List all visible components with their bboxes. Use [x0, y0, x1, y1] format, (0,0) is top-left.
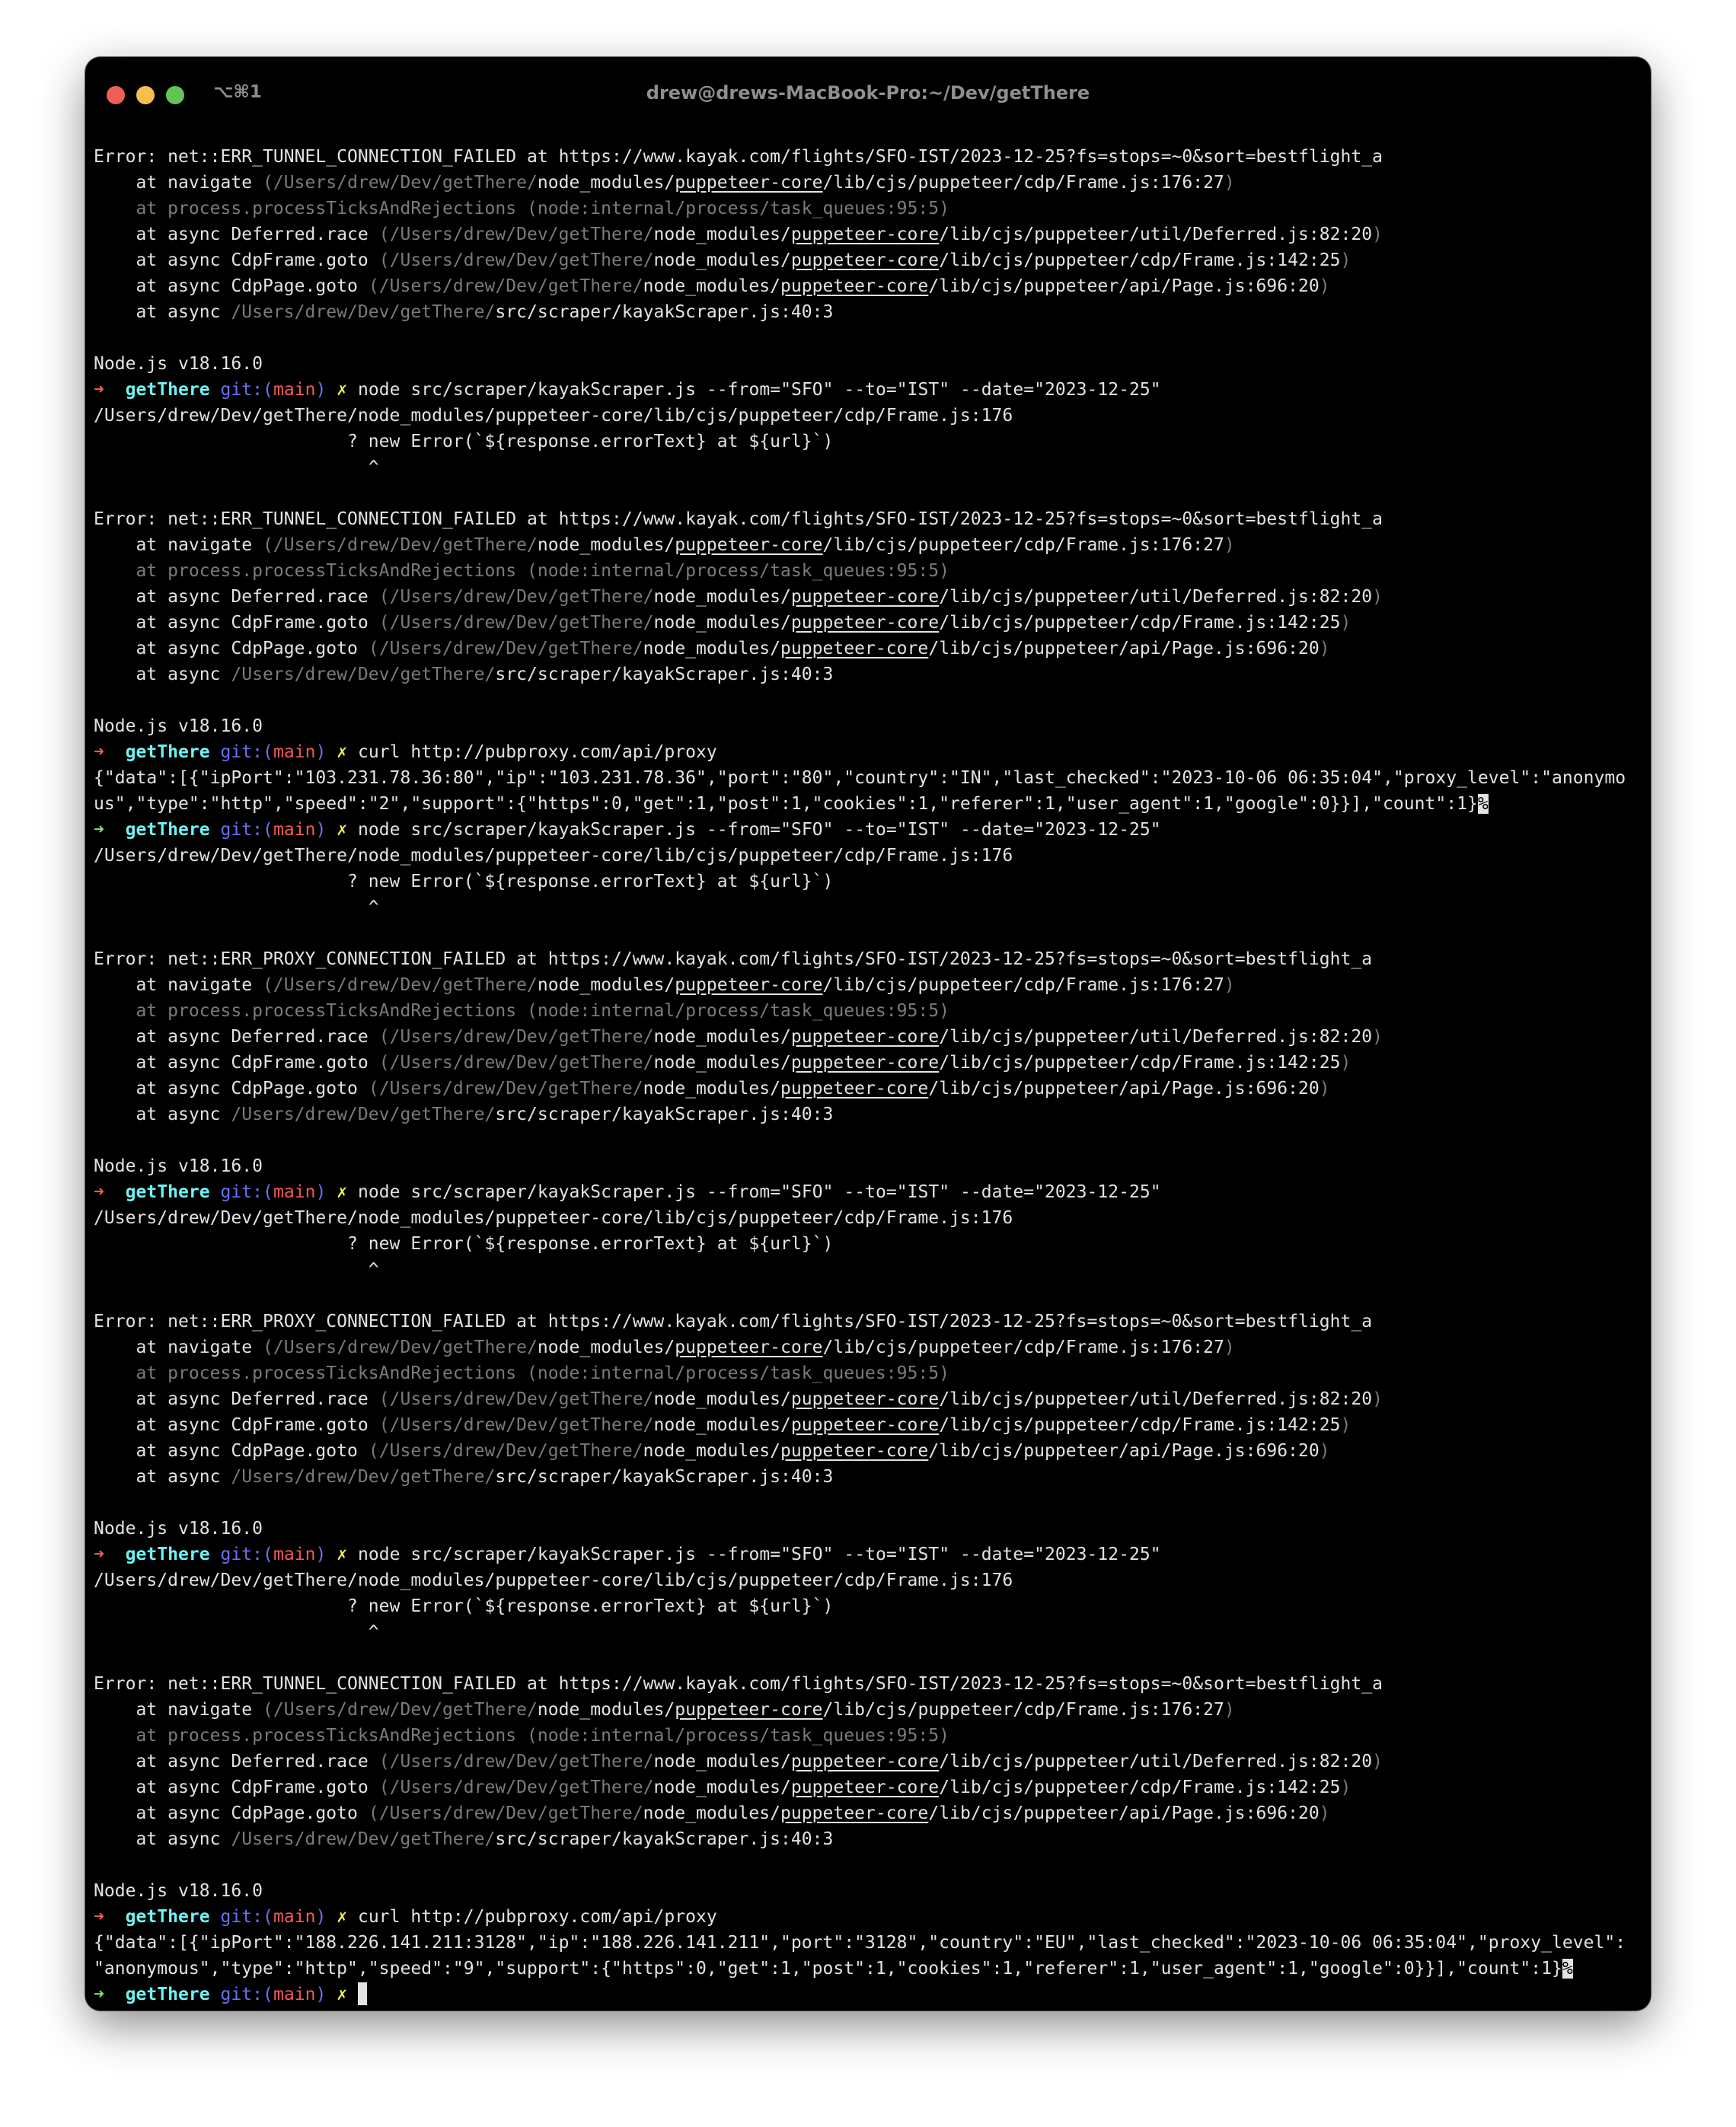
output-text: ? new Error(`${response.errorText} at ${url}`): [94, 872, 834, 891]
terminal-line: [94, 351, 1651, 377]
dim-text: (/Users/drew/Dev/getThere/: [368, 276, 643, 296]
terminal-line: [94, 1723, 1651, 1749]
output-text: /lib/cjs/puppeteer/cdp/Frame.js:176:27: [822, 173, 1224, 193]
output-text: "anonymous","type":"http","speed":"9","support":{"https":0,"get":1,"post":1,"cookies":1,"referer":1,"user_agent":1,"google":0}}],"count":1}: [94, 1959, 1562, 1979]
terminal-line: [94, 403, 1651, 429]
terminal-line: [94, 1386, 1651, 1412]
output-text: at async: [94, 665, 231, 684]
terminal-window: [85, 57, 1651, 2011]
package-link[interactable]: puppeteer-core: [790, 1778, 940, 1797]
output-text: src/scraper/kayakScraper.js:40:3: [495, 665, 834, 684]
package-link[interactable]: puppeteer-core: [780, 276, 929, 296]
dim-text: ): [1224, 173, 1235, 193]
terminal-line: [94, 1671, 1651, 1697]
prompt-arrow-error-icon: ➜: [94, 1907, 104, 1927]
package-link[interactable]: puppeteer-core: [790, 225, 940, 244]
prompt-git-label: git:(: [220, 380, 273, 400]
output-text: node src/scraper/kayakScraper.js --from="SFO" --to="IST" --date="2023-12-25": [357, 1545, 1161, 1564]
terminal-line: [94, 1593, 1651, 1619]
dim-text: ): [1340, 1053, 1351, 1073]
prompt-git-label: ): [315, 1545, 327, 1564]
package-link[interactable]: puppeteer-core: [780, 639, 929, 659]
dim-text: (/Users/drew/Dev/getThere/: [368, 1803, 643, 1823]
dim-text: ): [1224, 535, 1235, 555]
output-text: node_modules/: [537, 1338, 675, 1357]
terminal-line: [94, 1257, 1651, 1283]
output-text: /lib/cjs/puppeteer/cdp/Frame.js:176:27: [822, 535, 1224, 555]
dim-text: (/Users/drew/Dev/getThere/: [368, 639, 643, 659]
output-text: /lib/cjs/puppeteer/cdp/Frame.js:142:25: [939, 250, 1341, 270]
prompt-git-label: git:(: [220, 742, 273, 762]
terminal-cursor[interactable]: [358, 1982, 367, 2005]
terminal-line: [94, 1076, 1651, 1102]
prompt-dirty-icon: ✗: [326, 1907, 358, 1927]
prompt-git-label: ): [315, 1985, 327, 2004]
terminal-line: [94, 894, 1651, 920]
dim-text: (/Users/drew/Dev/getThere/: [378, 587, 654, 607]
prompt-branch: main: [273, 742, 316, 762]
dim-text: (/Users/drew/Dev/getThere/: [378, 1752, 654, 1771]
prompt-git-label: git:(: [220, 820, 273, 840]
terminal-line: [94, 765, 1651, 791]
output-text: /Users/drew/Dev/getThere/node_modules/puppeteer-core/lib/cjs/puppeteer/cdp/Frame.js:176: [94, 406, 1013, 426]
package-link[interactable]: puppeteer-core: [790, 1053, 940, 1073]
package-link[interactable]: puppeteer-core: [780, 1441, 929, 1461]
package-link[interactable]: puppeteer-core: [675, 975, 823, 995]
dim-text: (/Users/drew/Dev/getThere/: [263, 1700, 538, 1720]
terminal-line: [94, 1283, 1651, 1309]
dim-text: at process.processTicksAndRejections (node:internal/process/task_queues:95:5): [94, 561, 950, 581]
output-text: /lib/cjs/puppeteer/util/Deferred.js:82:20: [939, 1752, 1373, 1771]
dim-text: /Users/drew/Dev/getThere/: [231, 302, 496, 322]
output-text: curl http://pubproxy.com/api/proxy: [357, 1907, 717, 1927]
partial-line-marker: %: [1477, 794, 1489, 814]
output-text: at async: [94, 1105, 231, 1124]
output-text: node_modules/: [537, 975, 675, 995]
dim-text: (/Users/drew/Dev/getThere/: [378, 225, 654, 244]
output-text: node_modules/: [653, 1752, 791, 1771]
prompt-dirty-icon: ✗: [326, 1985, 358, 2004]
output-text: node_modules/: [653, 587, 791, 607]
package-link[interactable]: puppeteer-core: [780, 1803, 929, 1823]
terminal-line: [94, 325, 1651, 351]
output-text: curl http://pubproxy.com/api/proxy: [357, 742, 717, 762]
output-text: at navigate: [94, 975, 263, 995]
terminal-line: [94, 558, 1651, 584]
terminal-line: [94, 222, 1651, 247]
dim-text: ): [1224, 1700, 1235, 1720]
output-text: Error: net::ERR_PROXY_CONNECTION_FAILED at https://www.kayak.com/flights/SFO-IST/2023-12-25?fs=stops=~0&sort=bestflight_a: [94, 1312, 1373, 1331]
dim-text: /Users/drew/Dev/getThere/: [231, 1829, 496, 1849]
prompt-branch: main: [273, 1545, 316, 1564]
dim-text: ): [1340, 1778, 1351, 1797]
terminal-output[interactable]: [94, 144, 1651, 2007]
output-text: node_modules/: [653, 1389, 791, 1409]
output-text: /lib/cjs/puppeteer/cdp/Frame.js:176:27: [822, 1338, 1224, 1357]
dim-text: (/Users/drew/Dev/getThere/: [263, 535, 538, 555]
terminal-line: [94, 1464, 1651, 1490]
dim-text: ): [1372, 225, 1383, 244]
terminal-line: [94, 506, 1651, 532]
prompt-git-label: ): [315, 1907, 327, 1927]
terminal-line: [94, 1516, 1651, 1542]
terminal-line: [94, 610, 1651, 636]
dim-text: (/Users/drew/Dev/getThere/: [378, 1027, 654, 1047]
output-text: node src/scraper/kayakScraper.js --from="SFO" --to="IST" --date="2023-12-25": [357, 1182, 1161, 1202]
prompt-arrow-ok-icon: ➜: [94, 1985, 104, 2004]
output-text: at async CdpPage.goto: [94, 1803, 369, 1823]
terminal-line: [94, 170, 1651, 196]
dim-text: (/Users/drew/Dev/getThere/: [378, 1778, 654, 1797]
output-text: node_modules/: [653, 250, 791, 270]
prompt-git-label: ): [315, 820, 327, 840]
prompt-arrow-error-icon: ➜: [94, 1182, 104, 1202]
output-text: node_modules/: [537, 1700, 675, 1720]
prompt-dirty-icon: ✗: [326, 742, 358, 762]
tab-shortcut: ⌥⌘1: [213, 82, 262, 102]
prompt-directory: getThere: [104, 380, 221, 400]
dim-text: ): [1372, 1027, 1383, 1047]
terminal-line: [94, 1697, 1651, 1723]
prompt-directory: getThere: [104, 820, 221, 840]
output-text: /lib/cjs/puppeteer/util/Deferred.js:82:20: [939, 587, 1373, 607]
output-text: node_modules/: [653, 1053, 791, 1073]
dim-text: (/Users/drew/Dev/getThere/: [263, 173, 538, 193]
output-text: at navigate: [94, 173, 263, 193]
terminal-line: [94, 1179, 1651, 1205]
output-text: at async CdpPage.goto: [94, 276, 369, 296]
terminal-line: [94, 1024, 1651, 1050]
output-text: at async CdpFrame.goto: [94, 1778, 379, 1797]
prompt-branch: main: [273, 1985, 316, 2004]
terminal-line: [94, 584, 1651, 610]
output-text: node_modules/: [643, 1079, 781, 1099]
output-text: /lib/cjs/puppeteer/cdp/Frame.js:176:27: [822, 975, 1224, 995]
dim-text: ): [1319, 276, 1330, 296]
dim-text: (/Users/drew/Dev/getThere/: [368, 1441, 643, 1461]
terminal-line: [94, 1567, 1651, 1593]
output-text: at async: [94, 302, 231, 322]
terminal-line: [94, 1231, 1651, 1257]
window-title: drew@drews-MacBook-Pro:~/Dev/getThere: [646, 82, 1090, 104]
terminal-line: [94, 636, 1651, 662]
terminal-line: [94, 1775, 1651, 1800]
output-text: /lib/cjs/puppeteer/api/Page.js:696:20: [928, 1803, 1320, 1823]
terminal-line: [94, 739, 1651, 765]
package-link[interactable]: puppeteer-core: [790, 250, 940, 270]
output-text: /lib/cjs/puppeteer/util/Deferred.js:82:20: [939, 1027, 1373, 1047]
output-text: Node.js v18.16.0: [94, 716, 263, 736]
output-text: at async Deferred.race: [94, 587, 379, 607]
dim-text: (/Users/drew/Dev/getThere/: [378, 250, 654, 270]
output-text: at async CdpPage.goto: [94, 639, 369, 659]
output-text: at async: [94, 1467, 231, 1487]
prompt-git-label: ): [315, 380, 327, 400]
dim-text: /Users/drew/Dev/getThere/: [231, 1105, 496, 1124]
output-text: /Users/drew/Dev/getThere/node_modules/puppeteer-core/lib/cjs/puppeteer/cdp/Frame.js:176: [94, 1571, 1013, 1590]
output-text: node_modules/: [643, 1441, 781, 1461]
prompt-dirty-icon: ✗: [326, 1545, 358, 1564]
output-text: Error: net::ERR_TUNNEL_CONNECTION_FAILED at https://www.kayak.com/flights/SFO-IST/2023-12-25?fs=stops=~0&sort=bestflight_a: [94, 147, 1383, 167]
output-text: ? new Error(`${response.errorText} at ${url}`): [94, 1596, 834, 1616]
output-text: node_modules/: [653, 613, 791, 633]
package-link[interactable]: puppeteer-core: [675, 173, 823, 193]
prompt-dirty-icon: ✗: [326, 380, 358, 400]
terminal-line: [94, 1205, 1651, 1231]
dim-text: at process.processTicksAndRejections (node:internal/process/task_queues:95:5): [94, 1001, 950, 1021]
dim-text: (/Users/drew/Dev/getThere/: [263, 1338, 538, 1357]
output-text: node_modules/: [653, 1778, 791, 1797]
dim-text: ): [1372, 1752, 1383, 1771]
output-text: src/scraper/kayakScraper.js:40:3: [495, 1829, 834, 1849]
terminal-line: [94, 817, 1651, 843]
terminal-line: [94, 1490, 1651, 1516]
output-text: /Users/drew/Dev/getThere/node_modules/puppeteer-core/lib/cjs/puppeteer/cdp/Frame.js:176: [94, 846, 1013, 866]
terminal-line: [94, 1102, 1651, 1127]
output-text: at async Deferred.race: [94, 1027, 379, 1047]
partial-line-marker: %: [1562, 1959, 1573, 1979]
output-text: ? new Error(`${response.errorText} at ${url}`): [94, 1234, 834, 1254]
terminal-line: [94, 687, 1651, 713]
dim-text: ): [1340, 613, 1351, 633]
terminal-line: [94, 1619, 1651, 1645]
terminal-line: [94, 972, 1651, 998]
terminal-line: [94, 196, 1651, 222]
prompt-directory: getThere: [104, 1182, 221, 1202]
package-link[interactable]: puppeteer-core: [675, 1338, 823, 1357]
terminal-line: [94, 1878, 1651, 1904]
terminal-line: [94, 791, 1651, 817]
dim-text: (/Users/drew/Dev/getThere/: [378, 1389, 654, 1409]
dim-text: ): [1224, 975, 1235, 995]
terminal-line: [94, 1982, 1651, 2007]
output-text: src/scraper/kayakScraper.js:40:3: [495, 302, 834, 322]
output-text: at async CdpFrame.goto: [94, 250, 379, 270]
terminal-line: [94, 920, 1651, 946]
output-text: /lib/cjs/puppeteer/util/Deferred.js:82:20: [939, 1389, 1373, 1409]
terminal-line: [94, 429, 1651, 454]
prompt-directory: getThere: [104, 1985, 221, 2004]
package-link[interactable]: puppeteer-core: [790, 1415, 940, 1435]
output-text: /lib/cjs/puppeteer/api/Page.js:696:20: [928, 276, 1320, 296]
output-text: node src/scraper/kayakScraper.js --from="SFO" --to="IST" --date="2023-12-25": [357, 820, 1161, 840]
output-text: at async Deferred.race: [94, 1752, 379, 1771]
output-text: {"data":[{"ipPort":"103.231.78.36:80","ip":"103.231.78.36","port":"80","country":"IN","last_checked":"2023-10-06 06:35:04","proxy_level":"anonymo: [94, 768, 1626, 788]
terminal-line: [94, 1826, 1651, 1852]
output-text: node_modules/: [653, 1027, 791, 1047]
package-link[interactable]: puppeteer-core: [675, 535, 823, 555]
prompt-git-label: git:(: [220, 1545, 273, 1564]
terminal-line: [94, 662, 1651, 687]
output-text: ^: [94, 898, 379, 917]
terminal-line: [94, 144, 1651, 170]
output-text: Node.js v18.16.0: [94, 354, 263, 374]
package-link[interactable]: puppeteer-core: [790, 1389, 940, 1409]
output-text: ^: [94, 458, 379, 477]
dim-text: at process.processTicksAndRejections (node:internal/process/task_queues:95:5): [94, 199, 950, 218]
terminal-line: [94, 1852, 1651, 1878]
terminal-line: [94, 247, 1651, 273]
terminal-line: [94, 1749, 1651, 1775]
terminal-line: [94, 1542, 1651, 1567]
terminal-line: [94, 480, 1651, 506]
dim-text: (/Users/drew/Dev/getThere/: [263, 975, 538, 995]
terminal-line: [94, 454, 1651, 480]
terminal-line: [94, 713, 1651, 739]
dim-text: ): [1340, 250, 1351, 270]
prompt-git-label: git:(: [220, 1985, 273, 2004]
output-text: at async Deferred.race: [94, 225, 379, 244]
output-text: at async CdpFrame.goto: [94, 1053, 379, 1073]
dim-text: ): [1319, 639, 1330, 659]
dim-text: (/Users/drew/Dev/getThere/: [378, 613, 654, 633]
dim-text: ): [1319, 1803, 1330, 1823]
dim-text: /Users/drew/Dev/getThere/: [231, 665, 496, 684]
title-bar: [85, 57, 1651, 126]
dim-text: (/Users/drew/Dev/getThere/: [368, 1079, 643, 1099]
package-link[interactable]: puppeteer-core: [790, 1752, 940, 1771]
output-text: at async CdpPage.goto: [94, 1079, 369, 1099]
output-text: node_modules/: [537, 535, 675, 555]
terminal-line: [94, 869, 1651, 894]
output-text: at navigate: [94, 1338, 263, 1357]
terminal-line: [94, 1309, 1651, 1335]
output-text: Error: net::ERR_TUNNEL_CONNECTION_FAILED at https://www.kayak.com/flights/SFO-IST/2023-12-25?fs=stops=~0&sort=bestflight_a: [94, 509, 1383, 529]
terminal-line: [94, 377, 1651, 403]
terminal-line: [94, 1438, 1651, 1464]
output-text: at async CdpFrame.goto: [94, 613, 379, 633]
output-text: Node.js v18.16.0: [94, 1519, 263, 1539]
prompt-directory: getThere: [104, 1545, 221, 1564]
output-text: us","type":"http","speed":"2","support":{"https":0,"get":1,"post":1,"cookies":1,"referer":1,"user_agent":1,"google":0}}],"count":1}: [94, 794, 1478, 814]
prompt-directory: getThere: [104, 742, 221, 762]
output-text: at async Deferred.race: [94, 1389, 379, 1409]
prompt-git-label: git:(: [220, 1907, 273, 1927]
output-text: /Users/drew/Dev/getThere/node_modules/puppeteer-core/lib/cjs/puppeteer/cdp/Frame.js:176: [94, 1208, 1013, 1228]
output-text: node_modules/: [653, 225, 791, 244]
terminal-line: [94, 1127, 1651, 1153]
output-text: /lib/cjs/puppeteer/cdp/Frame.js:142:25: [939, 1053, 1341, 1073]
output-text: ^: [94, 1622, 379, 1642]
output-text: ? new Error(`${response.errorText} at ${url}`): [94, 432, 834, 451]
dim-text: at process.processTicksAndRejections (node:internal/process/task_queues:95:5): [94, 1363, 950, 1383]
prompt-git-label: ): [315, 742, 327, 762]
output-text: node_modules/: [537, 173, 675, 193]
prompt-dirty-icon: ✗: [326, 820, 358, 840]
package-link[interactable]: puppeteer-core: [790, 613, 940, 633]
prompt-branch: main: [273, 380, 316, 400]
output-text: /lib/cjs/puppeteer/cdp/Frame.js:176:27: [822, 1700, 1224, 1720]
prompt-git-label: ): [315, 1182, 327, 1202]
output-text: node_modules/: [643, 1803, 781, 1823]
terminal-line: [94, 1360, 1651, 1386]
output-text: node src/scraper/kayakScraper.js --from="SFO" --to="IST" --date="2023-12-25": [357, 380, 1161, 400]
package-link[interactable]: puppeteer-core: [780, 1079, 929, 1099]
terminal-line: [94, 1645, 1651, 1671]
output-text: /lib/cjs/puppeteer/api/Page.js:696:20: [928, 1079, 1320, 1099]
prompt-directory: getThere: [104, 1907, 221, 1927]
dim-text: ): [1319, 1079, 1330, 1099]
output-text: /lib/cjs/puppeteer/cdp/Frame.js:142:25: [939, 613, 1341, 633]
terminal-line: [94, 843, 1651, 869]
output-text: at async CdpPage.goto: [94, 1441, 369, 1461]
package-link[interactable]: puppeteer-core: [675, 1700, 823, 1720]
output-text: {"data":[{"ipPort":"188.226.141.211:3128","ip":"188.226.141.211","port":"3128","country":"EU","last_checked":"2023-10-06 06:35:04","proxy_level":: [94, 1933, 1626, 1953]
dim-text: ): [1319, 1441, 1330, 1461]
output-text: /lib/cjs/puppeteer/cdp/Frame.js:142:25: [939, 1415, 1341, 1435]
terminal-line: [94, 1800, 1651, 1826]
terminal-line: [94, 1335, 1651, 1360]
output-text: at async: [94, 1829, 231, 1849]
output-text: node_modules/: [643, 639, 781, 659]
dim-text: (/Users/drew/Dev/getThere/: [378, 1053, 654, 1073]
output-text: /lib/cjs/puppeteer/api/Page.js:696:20: [928, 639, 1320, 659]
package-link[interactable]: puppeteer-core: [790, 587, 940, 607]
prompt-git-label: git:(: [220, 1182, 273, 1202]
package-link[interactable]: puppeteer-core: [790, 1027, 940, 1047]
prompt-arrow-error-icon: ➜: [94, 742, 104, 762]
terminal-line: [94, 1153, 1651, 1179]
terminal-line: [94, 946, 1651, 972]
output-text: /lib/cjs/puppeteer/api/Page.js:696:20: [928, 1441, 1320, 1461]
terminal-line: [94, 1956, 1651, 1982]
output-text: /lib/cjs/puppeteer/cdp/Frame.js:142:25: [939, 1778, 1341, 1797]
dim-text: /Users/drew/Dev/getThere/: [231, 1467, 496, 1487]
output-text: at navigate: [94, 1700, 263, 1720]
terminal-line: [94, 532, 1651, 558]
output-text: Error: net::ERR_TUNNEL_CONNECTION_FAILED at https://www.kayak.com/flights/SFO-IST/2023-12-25?fs=stops=~0&sort=bestflight_a: [94, 1674, 1383, 1694]
dim-text: (/Users/drew/Dev/getThere/: [378, 1415, 654, 1435]
dim-text: ): [1372, 587, 1383, 607]
prompt-branch: main: [273, 1907, 316, 1927]
output-text: node_modules/: [653, 1415, 791, 1435]
output-text: src/scraper/kayakScraper.js:40:3: [495, 1105, 834, 1124]
dim-text: ): [1340, 1415, 1351, 1435]
prompt-arrow-error-icon: ➜: [94, 380, 104, 400]
output-text: at async CdpFrame.goto: [94, 1415, 379, 1435]
prompt-arrow-ok-icon: ➜: [94, 820, 104, 840]
output-text: Node.js v18.16.0: [94, 1156, 263, 1176]
terminal-line: [94, 1050, 1651, 1076]
terminal-line: [94, 299, 1651, 325]
terminal-line: [94, 1930, 1651, 1956]
output-text: Node.js v18.16.0: [94, 1881, 263, 1901]
prompt-branch: main: [273, 820, 316, 840]
prompt-branch: main: [273, 1182, 316, 1202]
terminal-line: [94, 998, 1651, 1024]
dim-text: at process.processTicksAndRejections (node:internal/process/task_queues:95:5): [94, 1726, 950, 1746]
output-text: Error: net::ERR_PROXY_CONNECTION_FAILED at https://www.kayak.com/flights/SFO-IST/2023-12-25?fs=stops=~0&sort=bestflight_a: [94, 949, 1373, 969]
dim-text: ): [1372, 1389, 1383, 1409]
output-text: /lib/cjs/puppeteer/util/Deferred.js:82:20: [939, 225, 1373, 244]
output-text: at navigate: [94, 535, 263, 555]
dim-text: ): [1224, 1338, 1235, 1357]
terminal-line: [94, 1904, 1651, 1930]
terminal-line: [94, 273, 1651, 299]
output-text: node_modules/: [643, 276, 781, 296]
output-text: ^: [94, 1260, 379, 1280]
terminal-line: [94, 1412, 1651, 1438]
prompt-arrow-error-icon: ➜: [94, 1545, 104, 1564]
output-text: src/scraper/kayakScraper.js:40:3: [495, 1467, 834, 1487]
prompt-dirty-icon: ✗: [326, 1182, 358, 1202]
